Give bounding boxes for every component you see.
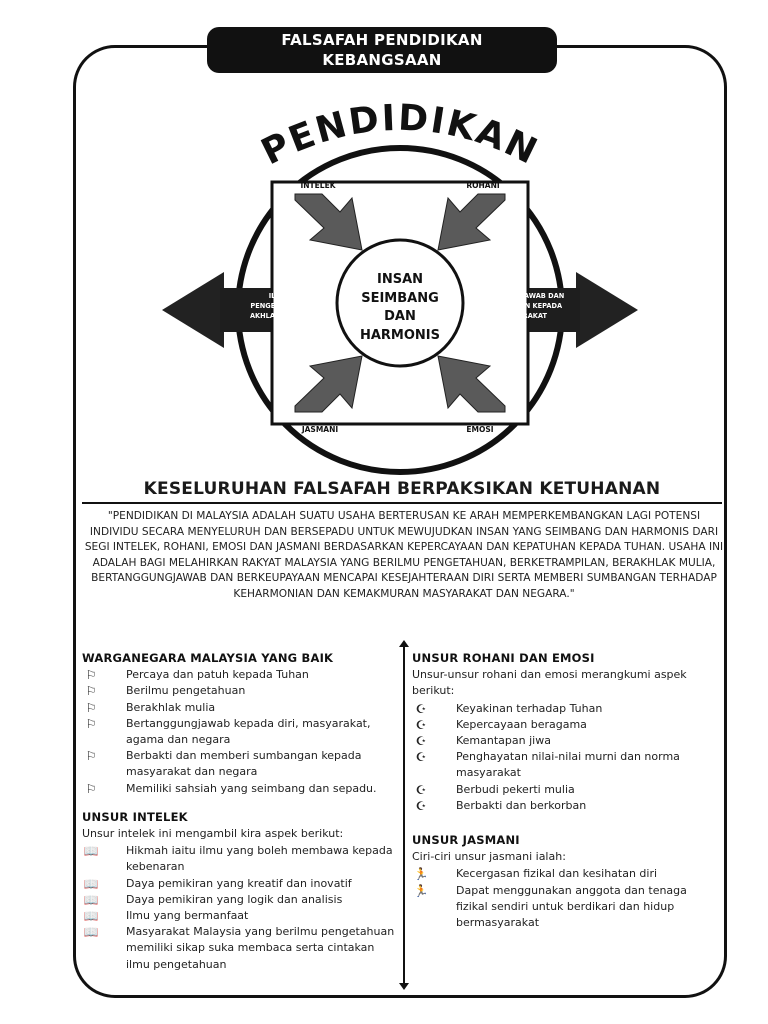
left-band-line-3: AKHLAK MULIA: [249, 312, 307, 320]
right-arrow-head: [576, 272, 638, 348]
list-item: ⚐ Memiliki sahsiah yang seimbang dan sepadu.: [82, 781, 400, 797]
crescent-star-icon: ☪: [415, 750, 427, 765]
list-item: 🏃 Kecergasan fizikal dan kesihatan diri: [413, 867, 658, 882]
book-icon: 📖: [83, 892, 99, 907]
list-item: 🏃 Dapat menggunakan anggota dan tenaga fizikal sendiri untuk berdikari dan hidup bermasyarakat: [413, 883, 687, 930]
list-item: ☪ Berbudi pekerti mulia: [412, 782, 712, 798]
left-band-line-1: ILMU: [268, 292, 288, 300]
main-title: KESELURUHAN FALSAFAH BERPAKSIKAN KETUHANAN: [82, 478, 722, 504]
center-line-1: INSAN: [376, 272, 424, 287]
book-icon: 📖: [83, 844, 99, 859]
corner-jasmani: JASMANI: [301, 425, 339, 434]
runner-icon: 🏃: [413, 867, 429, 882]
list-item: 📖 Daya pemikiran yang kreatif dan inovatif: [83, 876, 352, 891]
list-item: ⚐ Bertanggungjawab kepada diri, masyarakat, agama dan negara: [82, 716, 400, 748]
arc-title: PENDIDIKAN: [255, 97, 545, 174]
list-item: 📖 Daya pemikiran yang logik dan analisis: [83, 892, 343, 907]
intelek-list: [82, 843, 400, 973]
header-line-2: KEBANGSAAN: [322, 51, 442, 69]
corner-intelek: INTELEK: [300, 181, 336, 190]
flag-icon: ⚐: [85, 749, 97, 764]
center-line-3: DAN: [384, 309, 416, 324]
right-band-line-3: MASYARAKAT: [496, 312, 548, 320]
flag-icon: ⚐: [85, 700, 97, 715]
header-banner: [207, 27, 557, 73]
list-item: 📖 Hikmah iaitu ilmu yang boleh membawa kepada kebenaran: [83, 844, 393, 874]
left-band-line-2: PENGETAHUAN: [250, 302, 306, 310]
intelek-intro: Unsur intelek ini mengambil kira aspek berikut:: [82, 827, 344, 841]
left-arrow-head: [162, 272, 224, 348]
list-item: ☪ Kemantapan jiwa: [412, 733, 712, 749]
flag-icon: ⚐: [85, 684, 97, 699]
list-item: ☪ Penghayatan nilai-nilai murni dan norma masyarakat: [412, 749, 712, 781]
list-item: 📖 Masyarakat Malaysia yang berilmu pengetahuan memiliki sikap suka membaca serta cintakan ilmu pengetahuan: [83, 925, 395, 971]
list-item: ⚐ Percaya dan patuh kepada Tuhan: [82, 667, 400, 683]
header-line-1: FALSAFAH PENDIDIKAN: [281, 31, 483, 49]
right-column: [412, 650, 712, 931]
left-column: [82, 650, 400, 973]
rohani-title: UNSUR ROHANI DAN EMOSI: [412, 651, 595, 665]
corner-rohani: ROHANI: [466, 181, 500, 190]
flag-icon: ⚐: [85, 668, 97, 683]
intelek-title: UNSUR INTELEK: [82, 809, 188, 824]
list-item: ☪ Keyakinan terhadap Tuhan: [412, 701, 712, 717]
book-icon: 📖: [83, 925, 99, 940]
list-item: ☪ Kepercayaan beragama: [412, 717, 712, 733]
crescent-star-icon: ☪: [415, 782, 427, 797]
book-icon: 📖: [83, 876, 99, 891]
corner-emosi: EMOSI: [466, 425, 494, 434]
crescent-star-icon: ☪: [415, 717, 427, 732]
flag-icon: ⚐: [85, 781, 97, 796]
right-band-line-1: TANGGUNGJAWAB DAN: [479, 292, 565, 300]
flag-icon: ⚐: [85, 716, 97, 731]
crescent-star-icon: ☪: [415, 701, 427, 716]
crescent-star-icon: ☪: [415, 734, 427, 749]
warganegara-title: WARGANEGARA MALAYSIA YANG BAIK: [82, 651, 334, 665]
center-line-2: SEIMBANG: [361, 291, 439, 306]
jasmani-intro: Ciri-ciri unsur jasmani ialah:: [412, 850, 566, 864]
book-icon: 📖: [83, 909, 99, 924]
list-item: ⚐ Berilmu pengetahuan: [82, 683, 400, 699]
right-band-line-2: SUMBANGAN KEPADA: [481, 302, 563, 310]
rohani-list: [412, 701, 712, 814]
list-item: ☪ Berbakti dan berkorban: [412, 798, 712, 814]
list-item: ⚐ Berbakti dan memberi sumbangan kepada masyarakat dan negara: [82, 748, 400, 780]
falsafah-quote: "PENDIDIKAN DI MALAYSIA ADALAH SUATU USAHA BERTERUSAN KE ARAH MEMPERKEMBANGKAN LAGI POTENSI INDIVIDU SECARA MENYELURUH DAN BERSEPADU UNTUK MEWUJUDKAN INSAN YANG SEIMBANG DAN HARMONIS DARI SEGI INTELEK, ROHANI, EMOSI DAN JASMANI BERDASARKAN KEPERCAYAAN DAN KEPATUHAN KEPADA TUHAN. USAHA INI ADALAH BAGI MELAHIRKAN RAKYAT MALAYSIA YANG BERILMU PENGETAHUAN, BERKETRAMPILAN, BERAKHLAK MULIA, BERTANGGUNGJAWAB DAN BERKEUPAYAAN MENCAPAI KESEJAHTERAAN DIRI SERTA MEMBERI SUMBANGAN TERHADAP KEHARMONIAN DAN KEMAKMURAN MASYARAKAT DAN NEGARA.": [84, 510, 724, 600]
jasmani-list: [412, 866, 712, 931]
jasmani-title: UNSUR JASMANI: [412, 833, 520, 848]
column-divider: [403, 646, 405, 984]
pendidikan-diagram: [150, 90, 650, 480]
crescent-star-icon: ☪: [415, 798, 427, 813]
center-line-4: HARMONIS: [359, 328, 441, 343]
runner-icon: 🏃: [413, 883, 429, 898]
rohani-intro: Unsur-unsur rohani dan emosi merangkumi aspek berikut:: [412, 668, 687, 698]
list-item: ⚐ Berakhlak mulia: [82, 700, 400, 716]
warganegara-list: [82, 667, 400, 797]
list-item: 📖 Ilmu yang bermanfaat: [83, 909, 249, 924]
